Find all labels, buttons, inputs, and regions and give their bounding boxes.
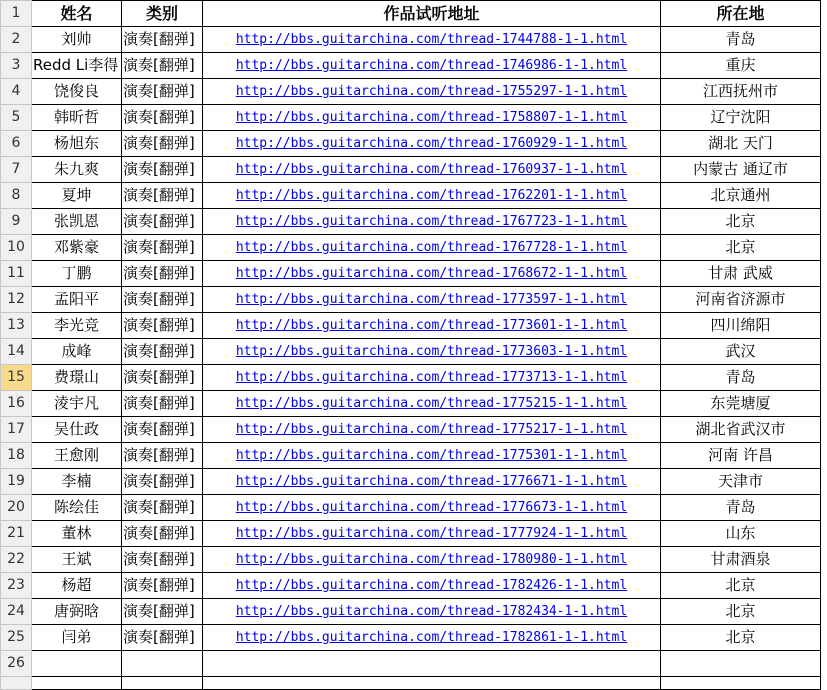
url-cell[interactable] bbox=[203, 391, 661, 417]
thread-link[interactable]: http://bbs.guitarchina.com/thread-1773601-1-1.html bbox=[235, 318, 628, 333]
thread-link[interactable]: http://bbs.guitarchina.com/thread-1773713-1-1.html bbox=[235, 370, 628, 385]
row-header[interactable]: 17 bbox=[1, 417, 32, 443]
table-row bbox=[1, 339, 821, 365]
header-cell-category[interactable]: 类别 bbox=[122, 1, 203, 27]
row-header[interactable]: 2 bbox=[1, 27, 32, 53]
table-row bbox=[1, 365, 821, 391]
row-header[interactable]: 26 bbox=[1, 651, 32, 677]
table-row bbox=[1, 105, 821, 131]
location-cell[interactable]: 内蒙古 通辽市 bbox=[661, 157, 821, 183]
table-row bbox=[1, 573, 821, 599]
header-row bbox=[1, 1, 821, 27]
table-row bbox=[1, 521, 821, 547]
category-cell[interactable]: 演奏[翻弹] bbox=[122, 391, 203, 417]
url-cell[interactable] bbox=[203, 27, 661, 53]
name-cell[interactable]: 淩宇凡 bbox=[32, 391, 122, 417]
name-cell[interactable]: 刘帅 bbox=[32, 27, 122, 53]
row-header[interactable]: 24 bbox=[1, 599, 32, 625]
category-cell[interactable]: 演奏[翻弹] bbox=[122, 521, 203, 547]
url-cell[interactable] bbox=[203, 79, 661, 105]
url-cell[interactable] bbox=[203, 157, 661, 183]
name-cell[interactable]: 唐弼晗 bbox=[32, 599, 122, 625]
thread-link[interactable]: http://bbs.guitarchina.com/thread-1767728-1-1.html bbox=[235, 240, 628, 255]
category-cell[interactable]: 演奏[翻弹] bbox=[122, 417, 203, 443]
url-cell[interactable] bbox=[203, 183, 661, 209]
row-header[interactable]: 13 bbox=[1, 313, 32, 339]
empty-cell[interactable] bbox=[122, 651, 203, 677]
name-cell[interactable]: 韩昕哲 bbox=[32, 105, 122, 131]
url-cell[interactable] bbox=[203, 417, 661, 443]
url-cell[interactable] bbox=[203, 495, 661, 521]
location-cell[interactable]: 武汉 bbox=[661, 339, 821, 365]
location-cell[interactable]: 河南省济源市 bbox=[661, 287, 821, 313]
location-cell[interactable]: 重庆 bbox=[661, 53, 821, 79]
empty-cell[interactable] bbox=[661, 651, 821, 677]
thread-link[interactable]: http://bbs.guitarchina.com/thread-1777924-1-1.html bbox=[235, 526, 628, 541]
location-cell[interactable]: 北京 bbox=[661, 209, 821, 235]
table-row bbox=[1, 495, 821, 521]
location-cell[interactable]: 北京 bbox=[661, 599, 821, 625]
url-cell[interactable] bbox=[203, 573, 661, 599]
header-cell-url[interactable]: 作品试听地址 bbox=[203, 1, 661, 27]
url-cell[interactable] bbox=[203, 261, 661, 287]
table-row bbox=[1, 183, 821, 209]
category-cell[interactable]: 演奏[翻弹] bbox=[122, 105, 203, 131]
empty-cell[interactable] bbox=[661, 677, 821, 690]
name-cell[interactable]: 陈绘佳 bbox=[32, 495, 122, 521]
location-cell[interactable]: 辽宁沈阳 bbox=[661, 105, 821, 131]
name-cell[interactable]: 丁鹏 bbox=[32, 261, 122, 287]
thread-link[interactable]: http://bbs.guitarchina.com/thread-1744788-1-1.html bbox=[235, 32, 628, 47]
thread-link[interactable]: http://bbs.guitarchina.com/thread-1775301-1-1.html bbox=[235, 448, 628, 463]
location-cell[interactable]: 北京 bbox=[661, 625, 821, 651]
table-row bbox=[1, 625, 821, 651]
name-cell[interactable]: 李光竞 bbox=[32, 313, 122, 339]
location-cell[interactable]: 东莞塘厦 bbox=[661, 391, 821, 417]
header-cell-location[interactable]: 所在地 bbox=[661, 1, 821, 27]
row-header[interactable]: 14 bbox=[1, 339, 32, 365]
url-cell[interactable] bbox=[203, 339, 661, 365]
name-cell[interactable]: 王愈刚 bbox=[32, 443, 122, 469]
thread-link[interactable]: http://bbs.guitarchina.com/thread-1758807-1-1.html bbox=[235, 110, 628, 125]
location-cell[interactable]: 甘肃 武威 bbox=[661, 261, 821, 287]
url-cell[interactable] bbox=[203, 625, 661, 651]
thread-link[interactable]: http://bbs.guitarchina.com/thread-1776671-1-1.html bbox=[235, 474, 628, 489]
row-header[interactable]: 25 bbox=[1, 625, 32, 651]
url-cell[interactable] bbox=[203, 521, 661, 547]
name-cell[interactable]: 朱九爽 bbox=[32, 157, 122, 183]
location-cell[interactable]: 北京 bbox=[661, 235, 821, 261]
url-cell[interactable] bbox=[203, 235, 661, 261]
table-row bbox=[1, 27, 821, 53]
category-cell[interactable]: 演奏[翻弹] bbox=[122, 339, 203, 365]
category-cell[interactable]: 演奏[翻弹] bbox=[122, 573, 203, 599]
thread-link[interactable]: http://bbs.guitarchina.com/thread-1760929-1-1.html bbox=[235, 136, 628, 151]
row-header[interactable]: 19 bbox=[1, 469, 32, 495]
table-row-partial bbox=[1, 677, 821, 690]
name-cell[interactable]: 吴仕政 bbox=[32, 417, 122, 443]
category-cell[interactable]: 演奏[翻弹] bbox=[122, 209, 203, 235]
name-cell[interactable]: 饶俊良 bbox=[32, 79, 122, 105]
location-cell[interactable]: 青岛 bbox=[661, 495, 821, 521]
url-cell[interactable] bbox=[203, 131, 661, 157]
category-cell[interactable]: 演奏[翻弹] bbox=[122, 313, 203, 339]
row-header[interactable]: 7 bbox=[1, 157, 32, 183]
name-cell[interactable]: 杨旭东 bbox=[32, 131, 122, 157]
url-cell[interactable] bbox=[203, 469, 661, 495]
table-row bbox=[1, 53, 821, 79]
table-row bbox=[1, 443, 821, 469]
thread-link[interactable]: http://bbs.guitarchina.com/thread-1782861-1-1.html bbox=[235, 630, 628, 645]
category-cell[interactable]: 演奏[翻弹] bbox=[122, 261, 203, 287]
empty-cell[interactable] bbox=[203, 677, 661, 690]
row-header[interactable]: 20 bbox=[1, 495, 32, 521]
thread-link[interactable]: http://bbs.guitarchina.com/thread-1773603-1-1.html bbox=[235, 344, 628, 359]
thread-link[interactable]: http://bbs.guitarchina.com/thread-1755297-1-1.html bbox=[235, 84, 628, 99]
name-cell[interactable]: 闫弟 bbox=[32, 625, 122, 651]
category-cell[interactable]: 演奏[翻弹] bbox=[122, 157, 203, 183]
category-cell[interactable]: 演奏[翻弹] bbox=[122, 443, 203, 469]
thread-link[interactable]: http://bbs.guitarchina.com/thread-1782434-1-1.html bbox=[235, 604, 628, 619]
category-cell[interactable]: 演奏[翻弹] bbox=[122, 235, 203, 261]
table-row bbox=[1, 261, 821, 287]
url-cell[interactable] bbox=[203, 599, 661, 625]
row-header[interactable]: 4 bbox=[1, 79, 32, 105]
row-header[interactable]: 22 bbox=[1, 547, 32, 573]
name-cell[interactable]: 邓紫豪 bbox=[32, 235, 122, 261]
category-cell[interactable]: 演奏[翻弹] bbox=[122, 365, 203, 391]
location-cell[interactable]: 湖北 天门 bbox=[661, 131, 821, 157]
location-cell[interactable]: 青岛 bbox=[661, 27, 821, 53]
url-cell[interactable] bbox=[203, 287, 661, 313]
row-header[interactable]: 8 bbox=[1, 183, 32, 209]
row-header[interactable]: 6 bbox=[1, 131, 32, 157]
url-cell[interactable] bbox=[203, 209, 661, 235]
location-cell[interactable]: 北京通州 bbox=[661, 183, 821, 209]
category-cell[interactable]: 演奏[翻弹] bbox=[122, 547, 203, 573]
empty-cell[interactable] bbox=[32, 651, 122, 677]
name-cell[interactable]: 张凯恩 bbox=[32, 209, 122, 235]
row-header[interactable]: 18 bbox=[1, 443, 32, 469]
row-header[interactable]: 10 bbox=[1, 235, 32, 261]
row-header[interactable]: 21 bbox=[1, 521, 32, 547]
row-header[interactable]: 9 bbox=[1, 209, 32, 235]
table-row bbox=[1, 391, 821, 417]
name-cell[interactable]: 李楠 bbox=[32, 469, 122, 495]
url-cell[interactable] bbox=[203, 105, 661, 131]
row-header[interactable] bbox=[1, 677, 32, 690]
location-cell[interactable]: 四川绵阳 bbox=[661, 313, 821, 339]
location-cell[interactable]: 天津市 bbox=[661, 469, 821, 495]
location-cell[interactable]: 河南 许昌 bbox=[661, 443, 821, 469]
name-cell[interactable]: 夏坤 bbox=[32, 183, 122, 209]
row-header[interactable]: 12 bbox=[1, 287, 32, 313]
url-cell[interactable] bbox=[203, 313, 661, 339]
table-row bbox=[1, 235, 821, 261]
url-cell[interactable] bbox=[203, 443, 661, 469]
table-row bbox=[1, 547, 821, 573]
empty-cell[interactable] bbox=[203, 651, 661, 677]
row-header[interactable]: 23 bbox=[1, 573, 32, 599]
table-row bbox=[1, 599, 821, 625]
table-row bbox=[1, 209, 821, 235]
thread-link[interactable]: http://bbs.guitarchina.com/thread-1762201-1-1.html bbox=[235, 188, 628, 203]
thread-link[interactable]: http://bbs.guitarchina.com/thread-1782426-1-1.html bbox=[235, 578, 628, 593]
row-header[interactable]: 3 bbox=[1, 53, 32, 79]
table-row bbox=[1, 417, 821, 443]
thread-link[interactable]: http://bbs.guitarchina.com/thread-1776673-1-1.html bbox=[235, 500, 628, 515]
empty-cell[interactable] bbox=[122, 677, 203, 690]
table-row bbox=[1, 287, 821, 313]
location-cell[interactable]: 江西抚州市 bbox=[661, 79, 821, 105]
row-header[interactable]: 16 bbox=[1, 391, 32, 417]
row-header[interactable]: 15 bbox=[1, 365, 32, 391]
name-cell[interactable]: 杨超 bbox=[32, 573, 122, 599]
row-header[interactable]: 11 bbox=[1, 261, 32, 287]
thread-link[interactable]: http://bbs.guitarchina.com/thread-1768672-1-1.html bbox=[235, 266, 628, 281]
category-cell[interactable]: 演奏[翻弹] bbox=[122, 79, 203, 105]
name-cell[interactable]: Redd Li李得 bbox=[32, 53, 122, 79]
category-cell[interactable]: 演奏[翻弹] bbox=[122, 599, 203, 625]
location-cell[interactable]: 湖北省武汉市 bbox=[661, 417, 821, 443]
table-row bbox=[1, 313, 821, 339]
thread-link[interactable]: http://bbs.guitarchina.com/thread-1767723-1-1.html bbox=[235, 214, 628, 229]
row-header[interactable]: 5 bbox=[1, 105, 32, 131]
table-row bbox=[1, 79, 821, 105]
url-cell[interactable] bbox=[203, 365, 661, 391]
table-row bbox=[1, 157, 821, 183]
name-cell[interactable]: 董林 bbox=[32, 521, 122, 547]
url-cell[interactable] bbox=[203, 547, 661, 573]
category-cell[interactable]: 演奏[翻弹] bbox=[122, 53, 203, 79]
name-cell[interactable]: 成峰 bbox=[32, 339, 122, 365]
thread-link[interactable]: http://bbs.guitarchina.com/thread-1780980-1-1.html bbox=[235, 552, 628, 567]
row-header[interactable]: 1 bbox=[1, 1, 32, 27]
thread-link[interactable]: http://bbs.guitarchina.com/thread-1773597-1-1.html bbox=[235, 292, 628, 307]
location-cell[interactable]: 青岛 bbox=[661, 365, 821, 391]
thread-link[interactable]: http://bbs.guitarchina.com/thread-1746986-1-1.html bbox=[235, 58, 628, 73]
location-cell[interactable]: 甘肃酒泉 bbox=[661, 547, 821, 573]
table-row-empty bbox=[1, 651, 821, 677]
category-cell[interactable]: 演奏[翻弹] bbox=[122, 131, 203, 157]
name-cell[interactable]: 王斌 bbox=[32, 547, 122, 573]
thread-link[interactable]: http://bbs.guitarchina.com/thread-1760937-1-1.html bbox=[235, 162, 628, 177]
sheet-body bbox=[1, 1, 821, 690]
category-cell[interactable]: 演奏[翻弹] bbox=[122, 625, 203, 651]
category-cell[interactable]: 演奏[翻弹] bbox=[122, 27, 203, 53]
table-row bbox=[1, 469, 821, 495]
url-cell[interactable] bbox=[203, 53, 661, 79]
category-cell[interactable]: 演奏[翻弹] bbox=[122, 183, 203, 209]
category-cell[interactable]: 演奏[翻弹] bbox=[122, 469, 203, 495]
location-cell[interactable]: 北京 bbox=[661, 573, 821, 599]
category-cell[interactable]: 演奏[翻弹] bbox=[122, 495, 203, 521]
header-cell-name[interactable]: 姓名 bbox=[32, 1, 122, 27]
thread-link[interactable]: http://bbs.guitarchina.com/thread-1775215-1-1.html bbox=[235, 396, 628, 411]
name-cell[interactable]: 费璟山 bbox=[32, 365, 122, 391]
name-cell[interactable]: 孟阳平 bbox=[32, 287, 122, 313]
location-cell[interactable]: 山东 bbox=[661, 521, 821, 547]
thread-link[interactable]: http://bbs.guitarchina.com/thread-1775217-1-1.html bbox=[235, 422, 628, 437]
category-cell[interactable]: 演奏[翻弹] bbox=[122, 287, 203, 313]
table-row bbox=[1, 131, 821, 157]
empty-cell[interactable] bbox=[32, 677, 122, 690]
